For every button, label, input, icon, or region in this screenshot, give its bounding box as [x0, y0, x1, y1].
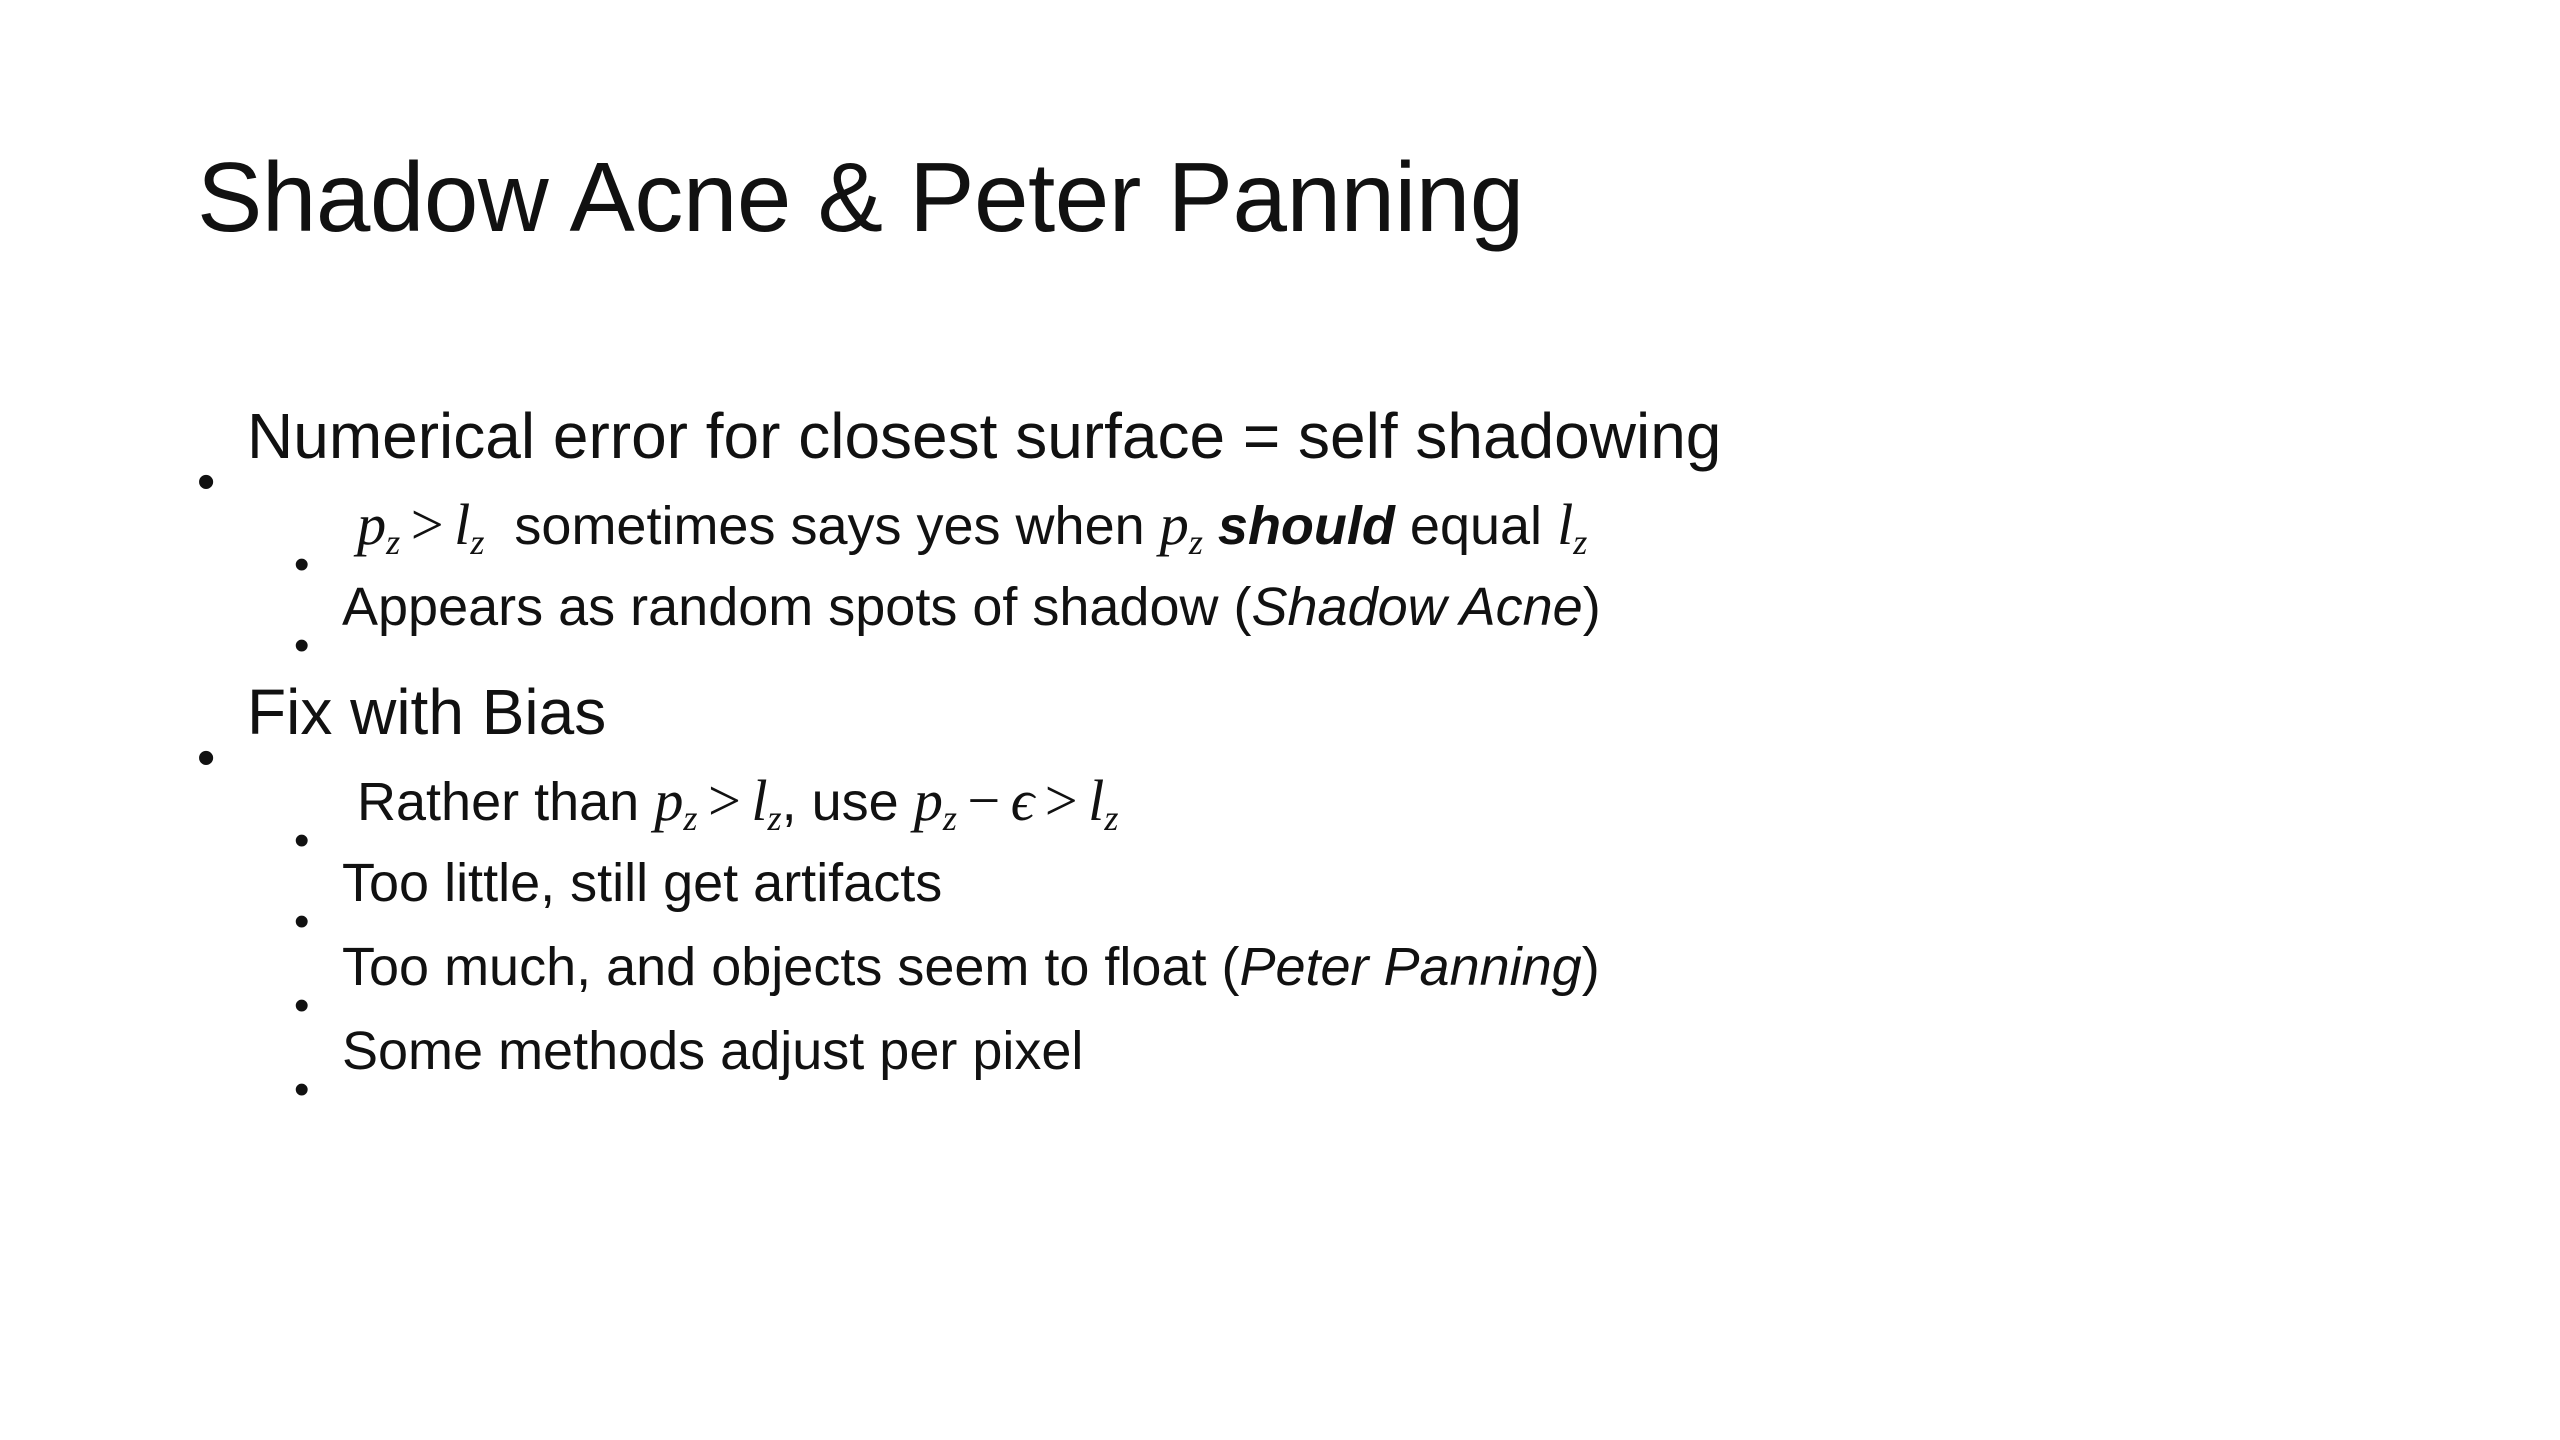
sub-bullet-comparison [292, 492, 1588, 563]
sub-bullet-rather-than [292, 768, 1119, 839]
math-variable: $p_z$ [1159, 492, 1203, 563]
math-expression: $p_z - \epsilon > l_z$ [913, 768, 1119, 839]
sub-bullet-text-end: equal [1409, 496, 1543, 556]
sub-bullet-shadow-acne [292, 577, 1601, 637]
math-expression: $p_z > l_z$ [654, 768, 782, 839]
sub-bullet-content: Rather than $p_z > l_z$, use $p_z - \epsilon > l_z$ [357, 768, 1119, 839]
emphasis-text: should [1217, 496, 1395, 556]
bullet-text: Numerical error for closest surface = self shadowing [247, 400, 1722, 472]
sub-bullet-content: Too much, and objects seem to float (Peter Panning) [342, 937, 1600, 997]
sub-bullet-per-pixel [292, 1021, 1084, 1081]
sub-bullet-too-little [292, 853, 943, 913]
bullet-text: Fix with Bias [247, 676, 607, 748]
sub-bullet-too-much [292, 937, 1600, 997]
emphasis-text: Shadow Acne [1251, 577, 1583, 637]
sub-bullet-content: Appears as random spots of shadow (Shadow Acne) [342, 577, 1601, 637]
slide-title: Shadow Acne & Peter Panning [197, 142, 1524, 252]
sub-bullet-text: sometimes says yes when [514, 496, 1145, 556]
emphasis-text: Peter Panning [1239, 937, 1582, 997]
sub-bullet-content [342, 492, 1588, 563]
sub-bullet-text: Some methods adjust per pixel [342, 1021, 1084, 1081]
bullet-fix-with-bias [197, 676, 607, 748]
sub-bullet-text: Too little, still get artifacts [342, 853, 943, 913]
bullet-numerical-error [197, 400, 1722, 472]
math-variable: $l_z$ [1557, 492, 1588, 563]
math-expression: $p_z > l_z$ [357, 492, 485, 563]
